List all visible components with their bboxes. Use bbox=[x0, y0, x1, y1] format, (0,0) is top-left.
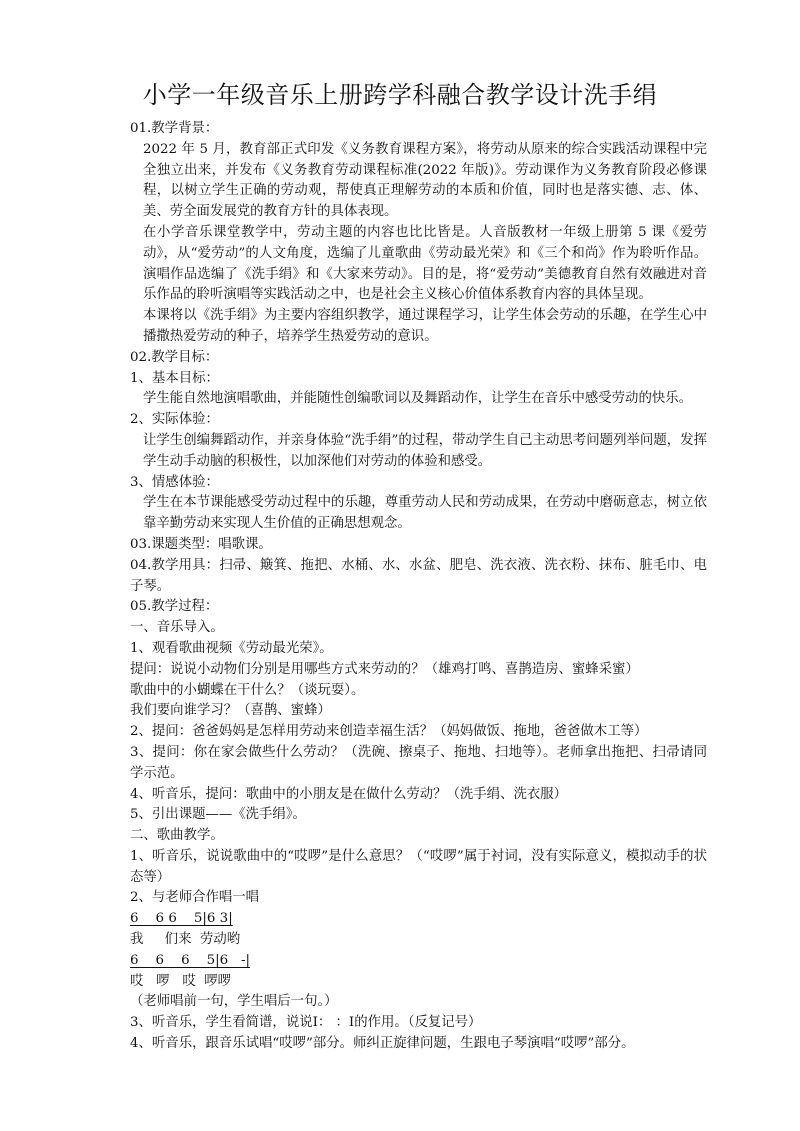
paragraph-background-1: 2022 年 5 月，教育部正式印发《义务教育课程方案》，将劳动从原来的综合实践活动课程中完全独立出来，并发布《义务教育劳动课程标准(2022 年版)》。劳动课作为义务教育阶段必修课程，以树立学生正确的劳动观，帮使真正理解劳动的本质和价值，同时也是落实德、志、体、美、劳全面发展党的教育方针的具体表现。 bbox=[143, 141, 707, 220]
process-step: 4、听音乐，跟音乐试唱“哎啰”部分。师纠正旋律问题，生跟电子琴演唱“哎啰”部分。 bbox=[130, 1036, 635, 1052]
process-question: 提问：说说小动物们分别是用哪些方式来劳动的？（雄鸡打鸣、喜鹊造房、蜜蜂采蜜） bbox=[130, 661, 639, 677]
process-question: 歌曲中的小蝴蝶在干什么？（谈玩耍）。 bbox=[130, 682, 365, 698]
goal-heading-emotion: 3、情感体验： bbox=[130, 474, 219, 490]
document-body bbox=[117, 119, 707, 1055]
process-step: 1、听音乐，说说歌曲中的“哎啰”是什么意思？（“哎啰”属于衬词，没有实际意义，模拟动手的状态等） bbox=[130, 848, 707, 885]
section-lesson-type: 03.课题类型：唱歌课。 bbox=[130, 536, 272, 552]
process-note: （老师唱前一句，学生唱后一句。） bbox=[130, 994, 338, 1010]
section-heading-goals: 02.教学目标： bbox=[130, 349, 219, 365]
paragraph-background-2: 在小学音乐课堂教学中，劳动主题的内容也比比皆是。人音版教材一年级上册第 5 课《爱劳动》，从“爱劳动”的人文角度，选编了儿童歌曲《劳动最光荣》和《三个和尚》作为聆听作品。演唱作品选编了《洗手绢》和《大家来劳动》。目的是，将“爱劳动”美德教育自然有效融进对音乐作品的聆听演唱等实践活动之中，也是社会主义核心价值体系教育内容的具体呈现。 bbox=[143, 224, 707, 303]
process-step: 2、与老师合作唱一唱 bbox=[130, 890, 260, 906]
process-step: 5、引出课题——《洗手绢》。 bbox=[130, 807, 306, 823]
process-step: 4、听音乐，提问：歌曲中的小朋友是在做什么劳动？（洗手绢、洗衣服） bbox=[130, 786, 568, 802]
process-step: 3、听音乐，学生看简谱，说说I： ：I的作用。（反复记号） bbox=[130, 1015, 482, 1031]
section-heading-process: 05.教学过程： bbox=[130, 599, 219, 615]
goal-heading-practice: 2、实际体验： bbox=[130, 412, 219, 428]
section-teaching-tools: 04.教学用具：扫帚、簸箕、拖把、水桶、水、水盆、肥皂、洗衣液、洗衣粉、抹布、脏毛巾、电子琴。 bbox=[130, 557, 707, 594]
goal-text-practice: 让学生创编舞蹈动作，并亲身体验“洗手绢”的过程，带动学生自己主动思考问题列举问题，发挥学生动手动脑的积极性，以加深他们对劳动的体验和感受。 bbox=[143, 432, 707, 469]
section-heading-background: 01.教学背景： bbox=[130, 121, 219, 136]
process-step: 2、提问：爸爸妈妈是怎样用劳动来创造幸福生活？（妈妈做饭、拖地，爸爸做木工等） bbox=[130, 724, 648, 740]
process-step: 1、观看歌曲视频《劳动最光荣》。 bbox=[130, 640, 333, 656]
goal-text-emotion: 学生在本节课能感受劳动过程中的乐趣，尊重劳动人民和劳动成果，在劳动中磨砺意志，树立依靠辛勤劳动来实现人生价值的正确思想观念。 bbox=[143, 495, 707, 532]
goal-text-basic: 学生能自然地演唱歌曲，并能随性创编歌词以及舞蹈动作，让学生在音乐中感受劳动的快乐。 bbox=[143, 391, 693, 407]
process-part-one: 一、音乐导入。 bbox=[130, 620, 224, 636]
document-title: 小学一年级音乐上册跨学科融合教学设计洗手绢 bbox=[142, 81, 658, 109]
process-part-two: 二、歌曲教学。 bbox=[130, 828, 224, 844]
score-notation-line-2: 6 6 6 5|6 -| bbox=[130, 952, 250, 968]
paragraph-background-3: 本课将以《洗手绢》为主要内容组织教学，通过课程学习，让学生体会劳动的乐趣，在学生心中播撒热爱劳动的种子，培养学生热爱劳动的意识。 bbox=[143, 308, 707, 344]
score-lyrics-line-1: 我 们来 劳动哟 bbox=[130, 932, 241, 948]
score-lyrics-line-2: 哎 啰 哎 啰啰 bbox=[130, 973, 232, 989]
goal-heading-basic: 1、基本目标： bbox=[130, 370, 219, 386]
process-question: 我们要向谁学习？（喜鹊、蜜蜂） bbox=[130, 703, 331, 719]
score-notation-line-1: 6 6 6 5|6 3| bbox=[130, 911, 233, 927]
process-step: 3、提问：你在家会做些什么劳动？（洗碗、擦桌子、拖地、扫地等）。老师拿出拖把、扫帚请同学示范。 bbox=[130, 744, 707, 781]
